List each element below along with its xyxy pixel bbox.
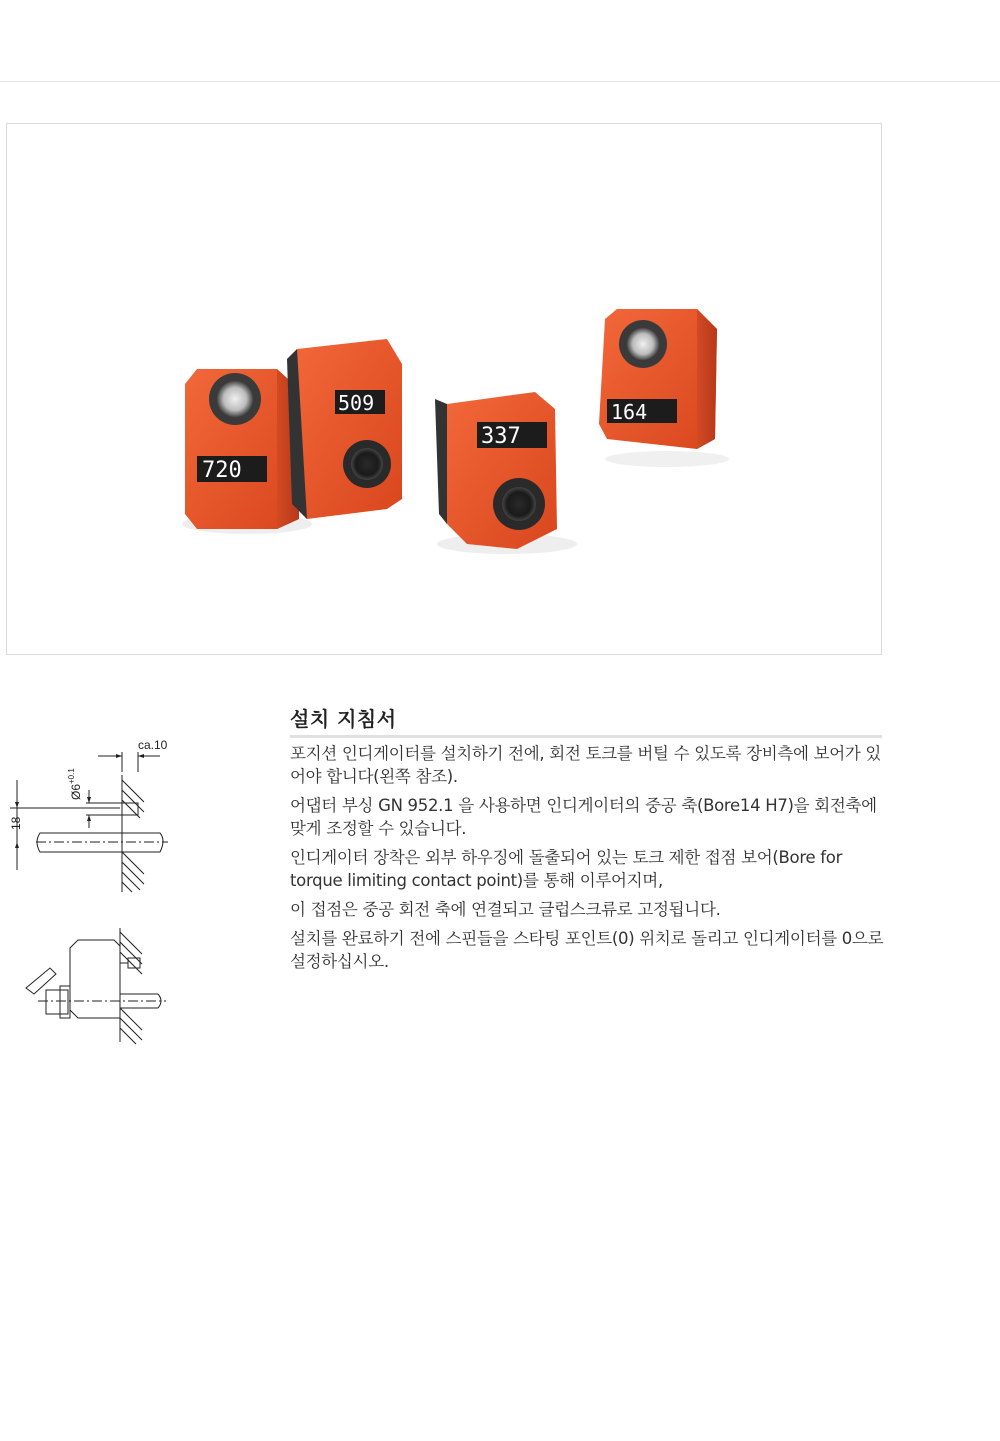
dim-bore-label: Ø6 <box>69 783 83 800</box>
instructions-body <box>290 742 888 979</box>
indicator-illustration <box>7 124 881 654</box>
instruction-paragraph: 포지션 인디게이터를 설치하기 전에, 회전 토크를 버틸 수 있도록 장비측에 보어가 있어야 합니다(왼쪽 참조). <box>290 744 882 786</box>
indicator-164 <box>599 309 729 467</box>
section-title: 설치 지침서 <box>290 707 397 731</box>
instruction-paragraph: 인디게이터 장착은 외부 하우징에 돌출되어 있는 토크 제한 접점 보어(Bore for torque limiting contact point)를 통해 이루어지며, <box>290 848 843 890</box>
title-underline <box>290 735 882 738</box>
instruction-paragraph: 어댑터 부싱 GN 952.1 을 사용하면 인디게이터의 중공 축(Bore14 H7)을 회전축에 맞게 조정할 수 있습니다. <box>290 796 877 838</box>
instruction-paragraph: 이 접점은 중공 회전 축에 연결되고 글럽스크류로 고정됩니다. <box>290 900 721 919</box>
dim-18-label: 18 <box>9 816 23 830</box>
dim-ca10-label: ca.10 <box>138 738 168 752</box>
product-photo <box>6 123 882 655</box>
installation-diagram-bottom <box>20 922 180 1052</box>
installation-diagram-top <box>0 730 190 900</box>
dim-tolerance-label: +0.1 <box>67 768 76 784</box>
top-divider <box>0 81 1000 82</box>
reading-337: 337 <box>481 424 521 449</box>
indicator-509 <box>287 339 402 519</box>
indicator-337 <box>435 392 577 554</box>
reading-164: 164 <box>611 400 648 424</box>
instruction-paragraph: 설치를 완료하기 전에 스핀들을 스타팅 포인트(0) 위치로 돌리고 인디게이터를 0으로 설정하십시오. <box>290 929 884 971</box>
reading-720: 720 <box>202 458 242 483</box>
reading-509: 509 <box>338 391 375 415</box>
